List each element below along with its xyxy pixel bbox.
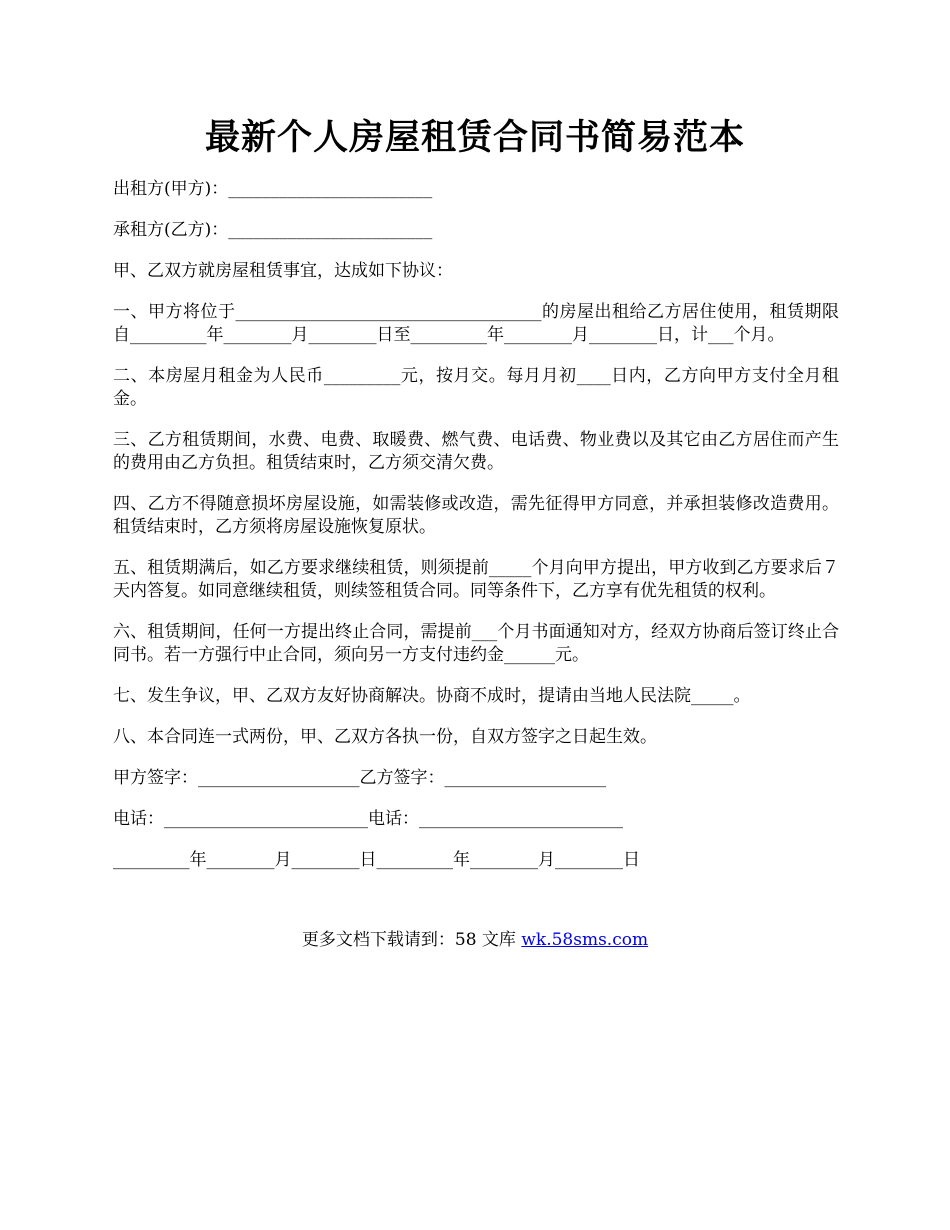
clause-8-effect: 八、本合同连一式两份，甲、乙双方各执一份，自双方签字之日起生效。 (113, 727, 657, 747)
contract-body (113, 178, 839, 890)
lessee-line: 承租方(乙方)：________________________ (113, 220, 433, 240)
agreement-intro: 甲、乙双方就房屋租赁事宜，达成如下协议： (113, 261, 453, 281)
document-title: 最新个人房屋租赁合同书简易范本 (204, 117, 745, 158)
signature-line: 甲方签字：___________________乙方签字：___________________ (113, 768, 606, 788)
clause-1-location-term: 一、甲方将位于____________________________________的房屋出租给乙方居住使用，租赁期限自_________年________月________日至_________年________月________日，计___个月。 (113, 302, 839, 345)
clause-5-renewal: 五、租赁期满后，如乙方要求继续租赁，则须提前_____个月向甲方提出，甲方收到乙方要求后７天内答复。如同意继续租赁，则续签租赁合同。同等条件下，乙方享有优先租赁的权利。 (113, 558, 839, 601)
download-footer (0, 929, 950, 952)
date-line: _________年________月________日_________年________月________日 (113, 850, 640, 870)
clause-7-dispute: 七、发生争议，甲、乙双方友好协商解决。协商不成时，提请由当地人民法院_____。 (113, 686, 751, 706)
lessor-line: 出租方(甲方)：________________________ (113, 179, 433, 199)
footer-prefix: 更多文档下载请到：58 文库 (301, 930, 522, 950)
clause-4-facilities: 四、乙方不得随意损坏房屋设施，如需装修或改造，需先征得甲方同意，并承担装修改造费用。租赁结束时，乙方须将房屋设施恢复原状。 (113, 494, 839, 537)
clause-3-expenses: 三、乙方租赁期间，水费、电费、取暖费、燃气费、电话费、物业费以及其它由乙方居住而产生的费用由乙方负担。租赁结束时，乙方须交清欠费。 (113, 430, 839, 473)
clause-2-rent: 二、本房屋月租金为人民币_________元，按月交。每月月初____日内，乙方向甲方支付全月租金。 (113, 366, 839, 409)
phone-line: 电话：________________________电话：________________________ (113, 809, 623, 829)
clause-6-termination: 六、租赁期间，任何一方提出终止合同，需提前___个月书面通知对方，经双方协商后签订终止合同书。若一方强行中止合同，须向另一方支付违约金______元。 (113, 622, 839, 665)
website-link[interactable]: wk.58sms.com (521, 930, 649, 950)
